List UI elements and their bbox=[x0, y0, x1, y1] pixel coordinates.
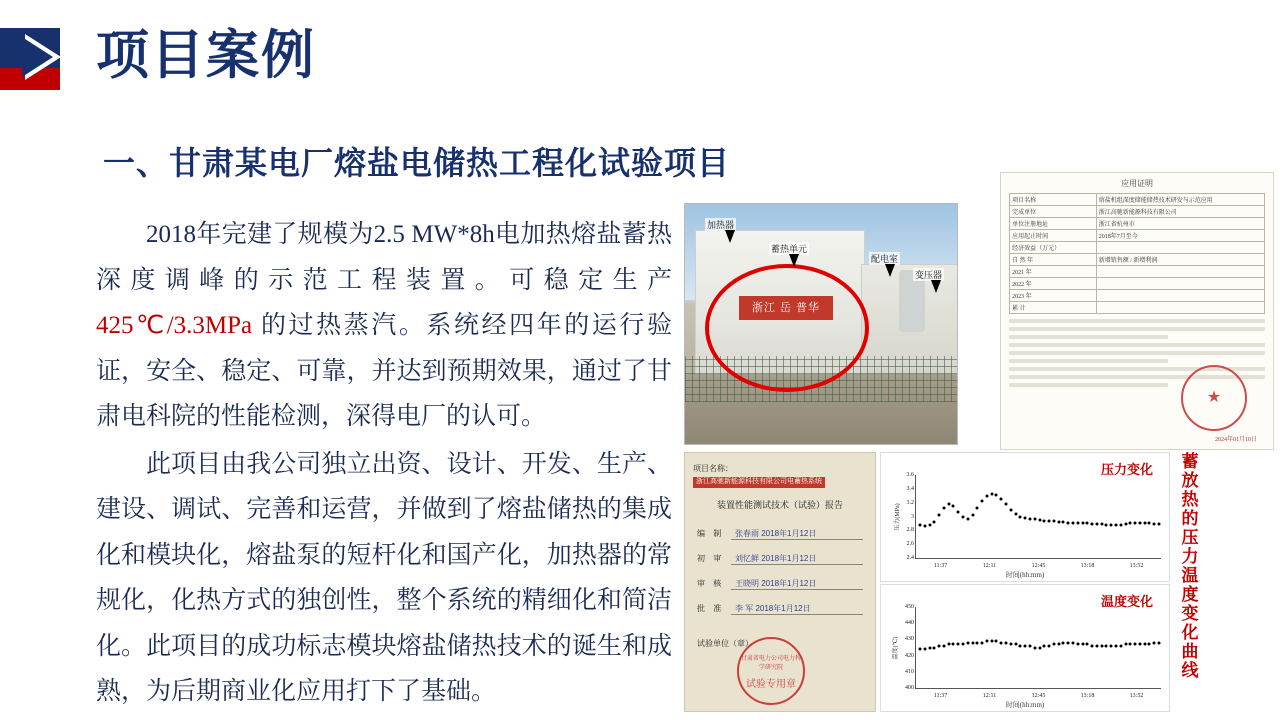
data-point bbox=[1138, 643, 1141, 646]
certificate-cell-value: 2018年7月至今 bbox=[1096, 230, 1264, 242]
data-point bbox=[1119, 523, 1122, 526]
certificate-cell-value: 熔盐机组深度储能储热技术研发与示范应用 bbox=[1096, 194, 1264, 206]
data-point bbox=[923, 648, 926, 651]
report-seal-line-1: 甘肃省电力公司电力科学研究院 bbox=[740, 656, 801, 671]
data-point bbox=[1129, 522, 1132, 525]
logo-arrow-inner-icon bbox=[22, 37, 53, 77]
data-point bbox=[1105, 523, 1108, 526]
data-point bbox=[1091, 523, 1094, 526]
data-point bbox=[1081, 643, 1084, 646]
data-point bbox=[1153, 641, 1156, 644]
data-point bbox=[995, 640, 998, 643]
paragraph-1-part-2: 的过热蒸汽。系统经四年的运行验证，安全、稳定、可靠，并达到预期效果，通过了甘肃电科院的性能检测，深得电厂的认可。 bbox=[96, 312, 672, 430]
data-point bbox=[1086, 522, 1089, 525]
report-project-line bbox=[693, 463, 867, 488]
certificate-cell-label: 应用起止时间 bbox=[1010, 230, 1097, 242]
data-point bbox=[990, 640, 993, 643]
data-point bbox=[971, 514, 974, 517]
certificate-cell-value: 新增销售额 / 新增利润 bbox=[1096, 254, 1264, 266]
certificate-cell-value bbox=[1096, 302, 1264, 314]
data-point bbox=[1062, 641, 1065, 644]
data-point bbox=[1019, 644, 1022, 647]
seal-star-icon: ★ bbox=[1206, 389, 1222, 406]
report-row-value: 张春雨 2018年1月12日 bbox=[731, 528, 863, 540]
x-axis-tick: 13:52 bbox=[1129, 693, 1144, 699]
report-row-value: 王晓明 2018年1月12日 bbox=[731, 578, 863, 590]
certificate-cell-value bbox=[1096, 278, 1264, 290]
report-row bbox=[697, 528, 863, 540]
temperature-chart bbox=[880, 584, 1170, 712]
photo-label-transformer: 变压器 bbox=[915, 270, 943, 280]
y-axis-tick: 2.6 bbox=[906, 541, 914, 548]
photo-arrow-transformer-icon bbox=[931, 280, 941, 293]
photo-arrow-switchroom-icon bbox=[885, 264, 895, 277]
pressure-chart-ylabel: 压力(MPa) bbox=[895, 503, 902, 531]
certificate-row bbox=[1010, 206, 1265, 218]
data-point bbox=[938, 514, 941, 517]
page-title: 项目案例 bbox=[96, 26, 316, 85]
section-heading: 一、甘肃某电厂熔盐电储热工程化试验项目 bbox=[103, 145, 731, 181]
data-point bbox=[1000, 497, 1003, 500]
certificate-cell-label: 2021 年 bbox=[1010, 266, 1097, 278]
data-point bbox=[1057, 521, 1060, 524]
data-point bbox=[1067, 641, 1070, 644]
temperature-chart-title: 温度变化 bbox=[1100, 594, 1153, 609]
data-point bbox=[942, 644, 945, 647]
pressure-chart bbox=[880, 452, 1170, 582]
data-point bbox=[1000, 641, 1003, 644]
data-point bbox=[1095, 644, 1098, 647]
charts-vertical-caption: 蓄放热的压力温度变化曲线 bbox=[1181, 452, 1199, 681]
data-point bbox=[981, 500, 984, 503]
certificate-cell-label: 项目名称 bbox=[1010, 194, 1097, 206]
body-text bbox=[96, 212, 672, 717]
data-point bbox=[1048, 644, 1051, 647]
certificate-row bbox=[1010, 230, 1265, 242]
certificate-cell-label: 累 计 bbox=[1010, 302, 1097, 314]
temperature-chart-xlabel: 时间(hh:mm) bbox=[1005, 701, 1045, 709]
data-point bbox=[1009, 643, 1012, 646]
x-axis-tick: 12:45 bbox=[1031, 563, 1046, 569]
data-point bbox=[1076, 522, 1079, 525]
data-point bbox=[1033, 518, 1036, 521]
data-point bbox=[1052, 643, 1055, 646]
x-axis-tick: 11:37 bbox=[933, 693, 948, 699]
cert-line bbox=[1009, 351, 1265, 355]
data-point bbox=[938, 644, 941, 647]
data-point bbox=[1014, 512, 1017, 515]
certificate-title: 应用证明 bbox=[1121, 179, 1153, 188]
y-axis-tick: 3.4 bbox=[906, 485, 914, 492]
pressure-chart-xlabel: 时间(hh:mm) bbox=[1005, 571, 1045, 579]
y-axis-tick: 3.2 bbox=[906, 499, 914, 506]
application-certificate bbox=[1000, 172, 1274, 450]
data-point bbox=[1005, 503, 1008, 506]
report-row-label: 初 审 bbox=[697, 553, 725, 563]
x-axis-tick: 12:11 bbox=[982, 563, 997, 569]
data-point bbox=[1100, 523, 1103, 526]
cert-line bbox=[1009, 319, 1265, 323]
data-point bbox=[952, 505, 955, 508]
data-point bbox=[990, 492, 993, 495]
certificate-cell-label: 2023 年 bbox=[1010, 290, 1097, 302]
report-doc-title: 装置性能测试技术（试验）报告 bbox=[716, 499, 843, 510]
certificate-row bbox=[1010, 242, 1265, 254]
report-row bbox=[697, 578, 863, 590]
certificate-seal bbox=[1181, 365, 1247, 431]
data-point bbox=[1091, 644, 1094, 647]
data-point bbox=[1114, 644, 1117, 647]
cert-line bbox=[1009, 327, 1265, 331]
data-point bbox=[1024, 516, 1027, 519]
photo-label-storage-unit: 蓄热单元 bbox=[771, 244, 808, 254]
data-point bbox=[1124, 523, 1127, 526]
certificate-cell-value bbox=[1096, 266, 1264, 278]
test-report-scan bbox=[684, 452, 876, 712]
report-row-value: 李 军 2018年1月12日 bbox=[731, 603, 863, 615]
certificate-cell-value: 浙江省杭州市 bbox=[1096, 218, 1264, 230]
data-point bbox=[1043, 519, 1046, 522]
data-point bbox=[1005, 641, 1008, 644]
data-point bbox=[933, 646, 936, 649]
report-row-label: 编 制 bbox=[697, 528, 725, 538]
data-point bbox=[966, 641, 969, 644]
data-point bbox=[919, 523, 922, 526]
y-axis-tick: 450 bbox=[905, 604, 914, 610]
photo-label-switchroom: 配电室 bbox=[871, 254, 899, 264]
data-point bbox=[976, 507, 979, 510]
data-point bbox=[962, 643, 965, 646]
y-axis-tick: 2.4 bbox=[906, 555, 914, 561]
data-point bbox=[1038, 646, 1041, 649]
cert-line bbox=[1009, 335, 1168, 339]
report-row bbox=[697, 553, 863, 565]
data-point bbox=[1076, 643, 1079, 646]
temperature-chart-ylabel: 温度(℃) bbox=[892, 636, 899, 660]
data-point bbox=[1052, 520, 1055, 523]
certificate-cell-label: 单位注册地址 bbox=[1010, 218, 1097, 230]
cert-line bbox=[1009, 343, 1265, 347]
data-point bbox=[1134, 643, 1137, 646]
data-point bbox=[923, 525, 926, 528]
y-axis-tick: 430 bbox=[905, 636, 914, 643]
data-point bbox=[1009, 508, 1012, 511]
data-point bbox=[1158, 523, 1161, 526]
report-row bbox=[697, 603, 863, 615]
report-row-label: 批 准 bbox=[697, 603, 725, 613]
report-row-label: 审 核 bbox=[697, 578, 725, 588]
data-point bbox=[947, 503, 950, 506]
certificate-cell-label: 2022 年 bbox=[1010, 278, 1097, 290]
certificate-row bbox=[1010, 254, 1265, 266]
data-point bbox=[1014, 643, 1017, 646]
x-axis-tick: 12:11 bbox=[982, 693, 997, 699]
certificate-cell-label: 经济效益（万元） bbox=[1010, 242, 1097, 254]
data-point bbox=[1062, 521, 1065, 524]
data-point bbox=[1119, 644, 1122, 647]
certificate-table bbox=[1009, 193, 1265, 314]
y-axis-tick: 440 bbox=[905, 620, 914, 627]
data-point bbox=[1124, 643, 1127, 646]
certificate-cell-label: 完成单位 bbox=[1010, 206, 1097, 218]
certificate-row bbox=[1010, 266, 1265, 278]
y-axis-tick: 420 bbox=[905, 652, 914, 659]
temperature-plot-area bbox=[905, 604, 1161, 699]
certificate-row bbox=[1010, 302, 1265, 314]
y-axis-tick: 2.8 bbox=[906, 527, 914, 534]
data-point bbox=[1043, 644, 1046, 647]
x-axis-tick: 13:18 bbox=[1080, 693, 1095, 699]
data-point bbox=[1028, 644, 1031, 647]
report-project-label: 项目名称： bbox=[693, 464, 733, 473]
report-signature-rows bbox=[697, 528, 863, 615]
data-point bbox=[1057, 643, 1060, 646]
data-point bbox=[966, 517, 969, 520]
paragraph-1 bbox=[96, 212, 672, 440]
data-point bbox=[1019, 515, 1022, 518]
data-point bbox=[1048, 520, 1051, 523]
y-axis-tick: 410 bbox=[905, 668, 914, 675]
data-point bbox=[1110, 523, 1113, 526]
data-point bbox=[947, 643, 950, 646]
data-point bbox=[981, 641, 984, 644]
data-point bbox=[1095, 523, 1098, 526]
site-photo bbox=[684, 203, 958, 445]
data-point bbox=[985, 494, 988, 497]
certificate-row bbox=[1010, 218, 1265, 230]
data-point bbox=[1038, 518, 1041, 521]
photo-label-heater: 加热器 bbox=[707, 220, 735, 230]
data-point bbox=[1024, 644, 1027, 647]
cert-line bbox=[1009, 359, 1168, 363]
highlight-parameters: 425℃/3.3MPa bbox=[96, 312, 253, 339]
data-point bbox=[1086, 643, 1089, 646]
report-row-value: 刘忆鲜 2018年1月12日 bbox=[731, 553, 863, 565]
y-axis-tick: 400 bbox=[905, 685, 914, 691]
report-footer: 试验单位（章） bbox=[697, 639, 753, 648]
data-point bbox=[957, 643, 960, 646]
certificate-cell-label: 自 然 年 bbox=[1010, 254, 1097, 266]
company-logo bbox=[0, 28, 72, 90]
data-point bbox=[971, 641, 974, 644]
data-point bbox=[1138, 521, 1141, 524]
photo-highlight-ellipse bbox=[705, 264, 869, 392]
data-point bbox=[976, 641, 979, 644]
report-seal-line-2: 试验专用章 bbox=[746, 679, 796, 690]
x-axis-tick: 13:52 bbox=[1129, 563, 1144, 569]
photo-arrow-storage-icon bbox=[789, 254, 799, 267]
data-point bbox=[1071, 641, 1074, 644]
data-point bbox=[1114, 523, 1117, 526]
x-axis-tick: 13:18 bbox=[1080, 563, 1095, 569]
data-point bbox=[1129, 643, 1132, 646]
data-point bbox=[957, 511, 960, 514]
certificate-cell-value bbox=[1096, 242, 1264, 254]
data-point bbox=[928, 524, 931, 527]
data-point bbox=[1071, 521, 1074, 524]
certificate-cell-value bbox=[1096, 290, 1264, 302]
data-point bbox=[995, 494, 998, 497]
data-point bbox=[1110, 644, 1113, 647]
cert-line bbox=[1009, 383, 1168, 387]
data-point bbox=[985, 640, 988, 643]
photo-banner: 浙江 岳 普华 bbox=[739, 296, 833, 320]
data-point bbox=[1081, 522, 1084, 525]
data-point bbox=[1153, 523, 1156, 526]
data-point bbox=[1105, 644, 1108, 647]
pressure-chart-title: 压力变化 bbox=[1100, 462, 1153, 477]
y-axis-tick: 3 bbox=[911, 513, 914, 520]
data-point bbox=[1028, 517, 1031, 520]
x-axis-tick: 12:45 bbox=[1031, 693, 1046, 699]
report-project-name: 浙江高驰新能源科技有限公司电蓄热系统 bbox=[693, 477, 825, 488]
photo-arrow-heater-icon bbox=[725, 230, 735, 243]
data-point bbox=[1067, 521, 1070, 524]
data-point bbox=[928, 646, 931, 649]
report-seal bbox=[737, 637, 805, 705]
paragraph-2: 此项目由我公司独立出资、设计、开发、生产、建设、调试、完善和运营，并做到了熔盐储热的集成化和模块化，熔盐泵的短杆化和国产化，加热器的常规化，化热方式的独创性，整个系统的精细化和简洁化。此项目的成功标志模块熔盐储热技术的诞生和成熟，为后期商业化应用打下了基础。 bbox=[96, 450, 672, 705]
data-point bbox=[1158, 641, 1161, 644]
pressure-plot-area bbox=[906, 472, 1161, 569]
data-point bbox=[942, 507, 945, 510]
data-point bbox=[1134, 521, 1137, 524]
data-point bbox=[1148, 643, 1151, 646]
x-axis-tick: 11:37 bbox=[933, 563, 948, 569]
data-point bbox=[919, 648, 922, 651]
data-point bbox=[1148, 522, 1151, 525]
certificate-row bbox=[1010, 194, 1265, 206]
data-point bbox=[1033, 646, 1036, 649]
data-point bbox=[952, 643, 955, 646]
paragraph-1-part-1: 2018年完建了规模为2.5 MW*8h电加热熔盐蓄热深度调峰的示范工程装置。可稳定生产 bbox=[96, 221, 672, 294]
data-point bbox=[1100, 644, 1103, 647]
y-axis-tick: 3.6 bbox=[906, 472, 914, 478]
data-point bbox=[1143, 522, 1146, 525]
data-point bbox=[1143, 643, 1146, 646]
certificate-row bbox=[1010, 278, 1265, 290]
certificate-row bbox=[1010, 290, 1265, 302]
data-point bbox=[962, 516, 965, 519]
data-point bbox=[933, 521, 936, 524]
certificate-date: 2024年01月10日 bbox=[1214, 437, 1257, 443]
certificate-cell-value: 浙江高驰新能源科技有限公司 bbox=[1096, 206, 1264, 218]
